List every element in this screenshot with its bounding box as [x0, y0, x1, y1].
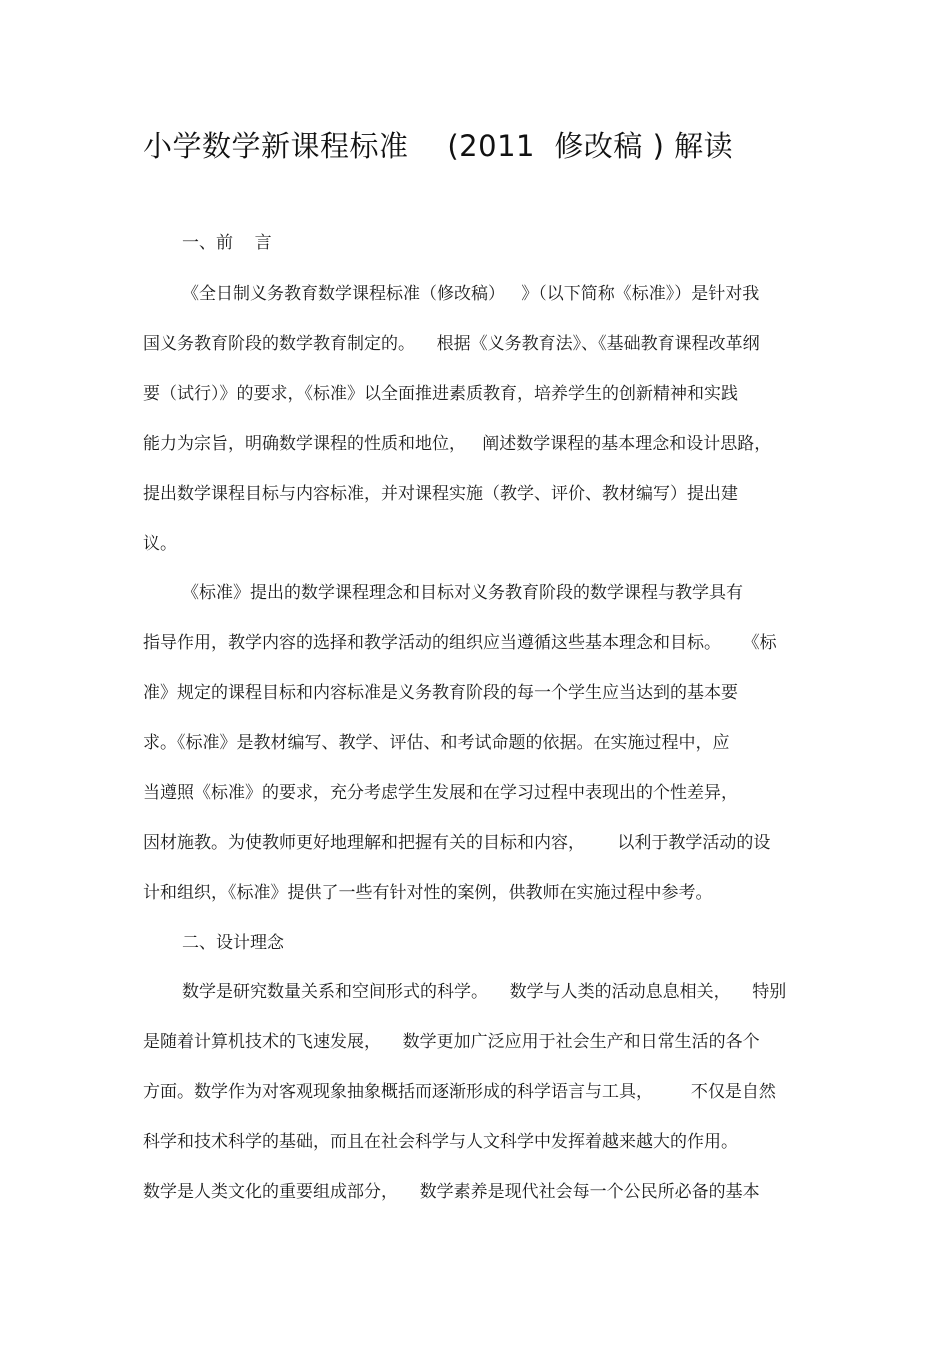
- paragraph-line: 是随着计算机技术的飞速发展， 数学更加广泛应用于社会生产和日常生活的各个: [143, 1032, 760, 1052]
- section-heading-design-philosophy: 二、设计理念: [182, 933, 284, 953]
- paragraph-line: 能力为宗旨，明确数学课程的性质和地位， 阐述数学课程的基本理念和设计思路，: [143, 434, 772, 454]
- paragraph-line: 准》规定的课程目标和内容标准是义务教育阶段的每一个学生应当达到的基本要: [143, 683, 738, 703]
- paragraph-line: 指导作用，教学内容的选择和教学活动的组织应当遵循这些基本理念和目标。 《标: [143, 633, 777, 653]
- paragraph-line: 国义务教育阶段的数学教育制定的。 根据《义务教育法》、《基础教育课程改革纲: [143, 334, 760, 354]
- document-title: 小学数学新课程标准 (2011 修改稿 ) 解读: [143, 129, 734, 163]
- paragraph-line: 《标准》提出的数学课程理念和目标对义务教育阶段的数学课程与教学具有: [182, 583, 743, 603]
- section-heading-preface: 一、前 言: [182, 233, 272, 253]
- paragraph-line: 方面。数学作为对客观现象抽象概括而逐渐形成的科学语言与工具， 不仅是自然: [143, 1082, 776, 1102]
- paragraph-line: 因材施教。为使教师更好地理解和把握有关的目标和内容， 以利于教学活动的设: [143, 833, 771, 853]
- paragraph-line: 要（试行）》的要求，《标准》以全面推进素质教育，培养学生的创新精神和实践: [143, 384, 738, 404]
- paragraph-line: 科学和技术科学的基础，而且在社会科学与人文科学中发挥着越来越大的作用。: [143, 1132, 738, 1152]
- paragraph-line: 求。《标准》是教材编写、教学、评估、和考试命题的依据。在实施过程中，应: [143, 733, 730, 753]
- paragraph-line: 数学是人类文化的重要组成部分， 数学素养是现代社会每一个公民所必备的基本: [143, 1182, 760, 1202]
- paragraph-line: 提出数学课程目标与内容标准，并对课程实施（教学、评价、教材编写）提出建: [143, 484, 738, 504]
- paragraph-line: 《全日制义务教育数学课程标准（修改稿） 》（以下简称《标准》）是针对我: [182, 284, 760, 304]
- paragraph-line: 议。: [143, 534, 177, 554]
- paragraph-line: 数学是研究数量关系和空间形式的科学。 数学与人类的活动息息相关， 特别: [182, 982, 787, 1002]
- paragraph-line: 当遵照《标准》的要求，充分考虑学生发展和在学习过程中表现出的个性差异，: [143, 783, 738, 803]
- paragraph-line: 计和组织，《标准》提供了一些有针对性的案例，供教师在实施过程中参考。: [143, 883, 713, 903]
